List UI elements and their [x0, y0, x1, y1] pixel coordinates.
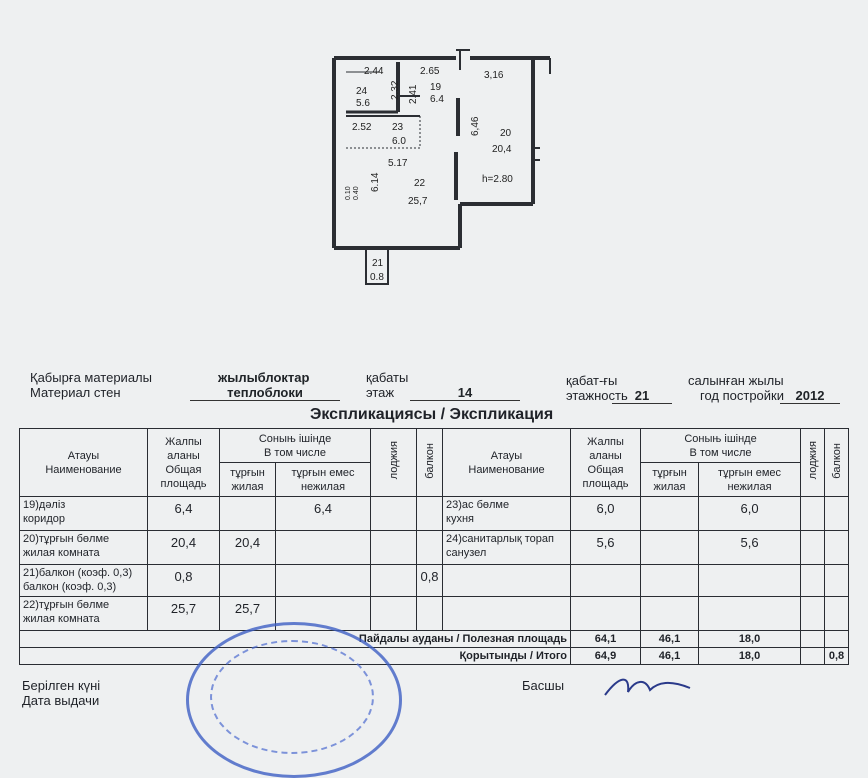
year-label-kz: салынған жылы [688, 373, 784, 388]
header-loggia: лоджия [387, 441, 400, 480]
row-balcony-cell [417, 565, 443, 597]
row-total-cell [148, 531, 220, 565]
header-balcony-right: балкон [830, 442, 843, 479]
dim-614: 6.14 [370, 172, 381, 192]
floors-label-kz: қабат-ғы [566, 373, 618, 388]
row-balcony-cell [417, 531, 443, 565]
row-total: 20,4 [170, 535, 197, 550]
issued-date-label-kz: Берілген күні [22, 678, 101, 693]
header-name: Атауы Наименование [20, 429, 148, 497]
chief-label: Басшы [522, 678, 565, 693]
row-loggia-right-cell [801, 531, 825, 565]
row-loggia-cell [371, 497, 417, 531]
row-total: 6,4 [174, 501, 193, 516]
row-name-right: 24)санитарлық торап санузел [443, 531, 571, 565]
dim-244: 2.44 [364, 66, 384, 77]
table-row [20, 597, 849, 631]
room-24-num: 24 [356, 86, 368, 97]
summary-total-label: Қорытынды / Итого [20, 648, 571, 665]
floor-label-kz: қабаты [366, 370, 409, 385]
wall-material-value-2: теплоблоки [190, 385, 340, 401]
row-living: 20,4 [234, 535, 261, 550]
row-balcony-cell [417, 597, 443, 631]
summary-useful-loggia [801, 631, 825, 648]
header-including-right: Соныњ ішінде В том числе [641, 429, 801, 463]
summary-total-total: 64,9 [571, 648, 641, 665]
row-balcony-right-cell [825, 597, 849, 631]
room-19-num: 19 [430, 82, 442, 93]
summary-useful-living: 46,1 [641, 631, 699, 648]
room-20-num: 20 [500, 128, 512, 139]
dim-646: 6,46 [470, 116, 481, 136]
table-row [20, 497, 849, 531]
room-22-num: 22 [414, 178, 426, 189]
row-nonliving-cell [276, 497, 371, 531]
summary-useful-label: Пайдалы ауданы / Полезная площадь [20, 631, 571, 648]
issued-date-label-ru: Дата выдачи [22, 693, 100, 708]
floors-label-ru: этажность [566, 388, 628, 403]
row-nonliving-right-cell [699, 497, 801, 531]
stamp-inner-ring [210, 640, 374, 754]
row-balcony-right-cell [825, 531, 849, 565]
dim-265: 2.65 [420, 66, 440, 77]
row-total-right-cell [571, 597, 641, 631]
row-loggia-right-cell [801, 597, 825, 631]
row-living-cell [220, 531, 276, 565]
header-loggia-cell [371, 429, 417, 497]
header-loggia-right: лоджия [806, 441, 819, 480]
ceiling-height: h=2.80 [482, 174, 513, 185]
summary-useful-balcony [825, 631, 849, 648]
row-balcony-right-cell [825, 497, 849, 531]
row-nonliving-right: 6,0 [740, 501, 759, 516]
row-total-right: 6,0 [596, 501, 615, 516]
dim-010: 0.10 [345, 186, 352, 200]
row-balcony: 0,8 [420, 569, 439, 584]
row-balcony-cell [417, 497, 443, 531]
wall-material-ru: Материал стен [30, 385, 121, 400]
row-total-cell [148, 565, 220, 597]
floor-plan [320, 40, 560, 290]
room-20-area: 20,4 [492, 144, 512, 155]
header-including: Соныњ ішінде В том числе [220, 429, 371, 463]
dim-252: 2.52 [352, 122, 372, 133]
summary-total-loggia [801, 648, 825, 665]
explication-table [19, 428, 849, 665]
row-nonliving-right-cell [699, 565, 801, 597]
header-balcony-cell [417, 429, 443, 497]
summary-total-balcony: 0,8 [825, 648, 849, 665]
row-nonliving-cell [276, 565, 371, 597]
row-name-right: 23)ас бөлме кухня [443, 497, 571, 531]
table-row [20, 565, 849, 597]
row-nonliving-cell [276, 531, 371, 565]
explication-title: Экспликациясы / Экспликация [310, 406, 554, 423]
floor-label-ru: этаж [366, 385, 395, 400]
header-loggia-right-cell [801, 429, 825, 497]
table-row [20, 531, 849, 565]
room-23-num: 23 [392, 122, 404, 133]
row-nonliving-right-cell [699, 531, 801, 565]
summary-total-nonliving: 18,0 [699, 648, 801, 665]
row-nonliving-right: 5,6 [740, 535, 759, 550]
wall-material-value-1: жылыблоктар [218, 370, 310, 385]
header-living: тұрғын жилая [220, 463, 276, 497]
header-living-right: тұрғын жилая [641, 463, 699, 497]
summary-useful-total: 64,1 [571, 631, 641, 648]
row-living-right-cell [641, 565, 699, 597]
room-24-area: 5.6 [356, 98, 370, 109]
row-loggia-cell [371, 565, 417, 597]
header-total-right: Жалпы аланы Общая площадь [571, 429, 641, 497]
header-nonliving-right: тұрғын емес нежилая [699, 463, 801, 497]
year-label-ru: год постройки [700, 388, 784, 403]
summary-total-living: 46,1 [641, 648, 699, 665]
dim-040: 0.40 [353, 186, 360, 200]
row-living-cell [220, 497, 276, 531]
row-balcony-right-cell [825, 565, 849, 597]
room-19-area: 6.4 [430, 94, 444, 105]
row-nonliving: 6,4 [313, 501, 333, 516]
summary-row-total [20, 648, 849, 665]
row-name-right [443, 565, 571, 597]
row-total-cell [148, 497, 220, 531]
floor-value: 14 [410, 385, 520, 401]
row-name: 21)балкон (коэф. 0,3) балкон (коэф. 0,3) [20, 565, 148, 597]
row-total: 25,7 [170, 601, 197, 616]
room-21-area: 0.8 [370, 272, 384, 283]
row-total: 0,8 [174, 569, 193, 584]
row-total-right-cell [571, 497, 641, 531]
dim-241: 2.41 [408, 84, 419, 104]
wall-material-kz: Қабырға материалы [30, 370, 152, 385]
dim-232: 2.32 [390, 80, 401, 100]
header-balcony: балкон [423, 442, 436, 479]
row-living-right-cell [641, 531, 699, 565]
header-balcony-right-cell [825, 429, 849, 497]
year-value: 2012 [780, 388, 840, 404]
header-name-right: Атауы Наименование [443, 429, 571, 497]
room-22-area: 25,7 [408, 196, 428, 207]
row-living-cell [220, 565, 276, 597]
row-living-right-cell [641, 497, 699, 531]
row-living: 25,7 [234, 601, 261, 616]
summary-useful-nonliving: 18,0 [699, 631, 801, 648]
header-nonliving: тұрғын емес нежилая [276, 463, 371, 497]
row-name-right [443, 597, 571, 631]
room-21-num: 21 [372, 258, 384, 269]
summary-row-useful [20, 631, 849, 648]
room-23-area: 6.0 [392, 136, 406, 147]
row-total-cell [148, 597, 220, 631]
header-total: Жалпы аланы Общая площадь [148, 429, 220, 497]
row-nonliving-right-cell [699, 597, 801, 631]
row-name: 20)тұрғын бөлме жилая комната [20, 531, 148, 565]
floors-value: 21 [612, 388, 672, 404]
row-living-right-cell [641, 597, 699, 631]
row-name: 19)дәліз коридор [20, 497, 148, 531]
row-loggia-cell [371, 531, 417, 565]
row-total-right-cell [571, 565, 641, 597]
row-loggia-right-cell [801, 565, 825, 597]
row-total-right: 5,6 [596, 535, 615, 550]
signature [600, 670, 700, 700]
row-total-right-cell [571, 531, 641, 565]
row-name: 22)тұрғын бөлме жилая комната [20, 597, 148, 631]
dim-316: 3,16 [484, 70, 504, 81]
dim-517: 5.17 [388, 158, 408, 169]
row-loggia-right-cell [801, 497, 825, 531]
row-loggia-cell [371, 597, 417, 631]
